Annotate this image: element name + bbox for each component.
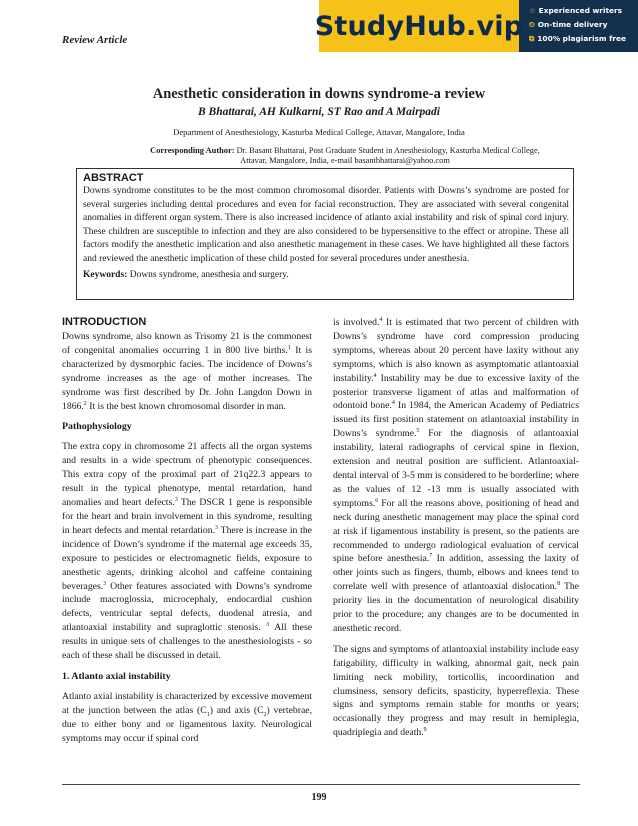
brand-logo[interactable] xyxy=(314,0,524,52)
corresponding-text-2: Attavar, Mangalore, India, e-mail basantbhattarai@yahoo.com xyxy=(240,156,450,165)
paragraph: The signs and symptoms of atlantoaxial instability include easy fatigability, difficulty in walking, abnormal gait, neck pain limiting neck mobility, torticollis, incoordination and clumsiness, sensory deficits, spasticity, hyperreflexia. These signs and symptoms remain stable for months or years; occasionally they progress and may result in hemiplegia, quadriplegia and death.$^9$ xyxy=(333,643,579,739)
left-column xyxy=(62,314,312,753)
abstract-box xyxy=(76,168,574,300)
corresponding-author xyxy=(112,146,578,166)
article-authors: B Bhattarai, AH Kulkarni, ST Rao and A Mairpadi xyxy=(198,106,440,118)
page-number: 199 xyxy=(311,792,327,803)
feature-item xyxy=(529,18,638,32)
corresponding-text: Dr. Basant Bhattarai, Post Graduate Student in Anesthesiology, Kasturba Medical College, xyxy=(236,146,540,155)
abstract-text: Downs syndrome constitutes to be the most common chromosomal disorder. Patients with Downs’s syndrome are posted for several surgeries including dental procedures and even for facial reconstruction. They are associated with several congenital anomalies in different organ system. There is also increased incidence of atlanto axial instability and risk of spinal cord injury. These children are susceptible to infection and they are also considered to be hypersensitive to the effect or atropine. These all factors modify the anesthetic implication and also anesthetic management in these cases. We have highlighted all these factors and reviewed the anesthetic implication of these child posted for several procedures under anesthesia. xyxy=(83,186,569,264)
paragraph: The extra copy in chromosome 21 affects all the organ systems and results in a wide spectrum of phenotypic consequences. This extra copy of the proximal part of 21q22.3 appears to result in the typical phenotype, mental retardation, hand anomalies and heart defects.$^3$ The DSCR 1 gene is responsible for the heart and brain involvement in this syndrome, resulting in heart defects and mental retardation.$^3$ There is increase in the incidence of Down’s syndrome if the maternal age exceeds 35, exposure to pesticides or electromagnetic fields, exposure to anesthetic agents, drinking alcohol and caffeine containing beverages.$^3$ Other features associated with Downs’s syndrome include macroglossia, microcephaly, endocardial cushion defects, ventricular septal defects, duodenal atresia, and atlantoaxial instability and supraglottic stenosis. $^3$ All these results in unique sets of challenges to the anesthesiologists - so each of these shall be discussed in detail. xyxy=(62,441,313,662)
feature-text: Experienced writers xyxy=(538,6,623,15)
citation: 4 xyxy=(379,316,383,323)
promo-banner[interactable] xyxy=(314,0,638,52)
citation: 4 xyxy=(373,372,377,379)
citation: 3 xyxy=(215,524,219,531)
citation: 9 xyxy=(423,727,427,734)
copy-icon: ⧉ xyxy=(529,34,535,43)
brand-name: StudyHub.vip xyxy=(314,10,524,42)
feature-text: On-time delivery xyxy=(537,20,608,29)
clock-icon: ⏲ xyxy=(529,20,535,29)
star-icon: ☆ xyxy=(529,6,536,15)
feature-item xyxy=(529,4,638,18)
right-column xyxy=(333,316,579,747)
keywords-text: Downs syndrome, anesthesia and surgery. xyxy=(129,270,289,280)
keywords-label: Keywords: xyxy=(83,270,128,280)
feature-text: 100% plagiarism free xyxy=(537,34,627,43)
paragraph: Atlanto axial instability is characterized by excessive movement at the junction between the atlas $(C_1)$ and axis $(C_2)$ vertebrae, due to either bony and or ligamentous laxity. Neurological symptoms may occur if spinal cord xyxy=(62,690,312,744)
citation: 3 xyxy=(103,580,107,587)
section-heading-pathophysiology: Pathophysiology xyxy=(62,421,132,433)
citation: 3 xyxy=(266,621,270,628)
citation: 8 xyxy=(557,580,561,587)
citation: 6 xyxy=(375,497,379,504)
corresponding-label: Corresponding Author: xyxy=(150,146,235,155)
section-heading-introduction: INTRODUCTION xyxy=(62,316,147,328)
feature-item xyxy=(529,32,638,46)
citation: 1 xyxy=(287,344,291,351)
citation: 4 xyxy=(391,400,395,407)
section-heading-atlanto-axial: 1. Atlanto axial instability xyxy=(62,670,171,682)
paragraph: is involved.$^4$ It is estimated that two percent of children with Downs’s syndrome have cord compression producing symptoms, whereas about 20 percent have laxity without any symptoms, which is also known as asymptomatic atlantoaxial instability.$^4$ Instability may be due to excessive laxity of the posterior transverse ligament of atlas and malformation of odontoid bone.$^4$ In 1984, the American Academy of Pediatrics issued its first position statement on atlantoaxial instability in Downs’s syndrome.$^5$ For the diagnosis of atlantoaxial instability, lateral radiographs of cervical spine in flexion, extension and neutral position are sufficient. Atlantoaxial-dental interval of 3-5 mm is considered to be borderline; where as the values of 12 -13 mm is usually associated with symptoms.$^6$ For all the reasons above, positioning of head and neck during anesthetic management may place the spinal cord at risk if ligamentous instability is present, so the patients are recommended to undergo radiological evaluation of cervical spine before anesthesia.$^7$ In addition, assessing the laxity of other joints such as fingers, thumb, elbows and knees tend to correlate well with presence of atlantoaxial dislocation.$^8$ The priority lies in the documentation of neurological disability prior to the procedure; any changes are to be documented in anesthetic record. xyxy=(333,316,579,634)
article-type-label: Review Article xyxy=(62,34,128,46)
article-title: Anesthetic consideration in downs syndrome-a review xyxy=(152,86,486,102)
footer-rule xyxy=(62,784,580,785)
abstract-heading: ABSTRACT xyxy=(83,172,144,184)
citation: 7 xyxy=(429,553,433,560)
banner-features xyxy=(519,0,638,52)
keywords xyxy=(83,269,569,283)
citation: 3 xyxy=(174,496,178,503)
citation: 2 xyxy=(83,400,87,407)
citation: 5 xyxy=(416,428,420,435)
paragraph: Downs syndrome, also known as Trisomy 21 is the commonest of congenital anomalies occurring 1 in 800 live births.$^1$ It is characterized by dysmorphic facies. The incidence of Downs’s syndrome increases as the age of mother increases. The syndrome was first described by Dr. John Langdon Down in 1866.$^2$ It is the best known chromosomal disorder in man. xyxy=(62,331,312,412)
article-affiliation: Department of Anesthesiology, Kasturba Medical College, Attavar, Mangalore, India xyxy=(173,127,465,137)
